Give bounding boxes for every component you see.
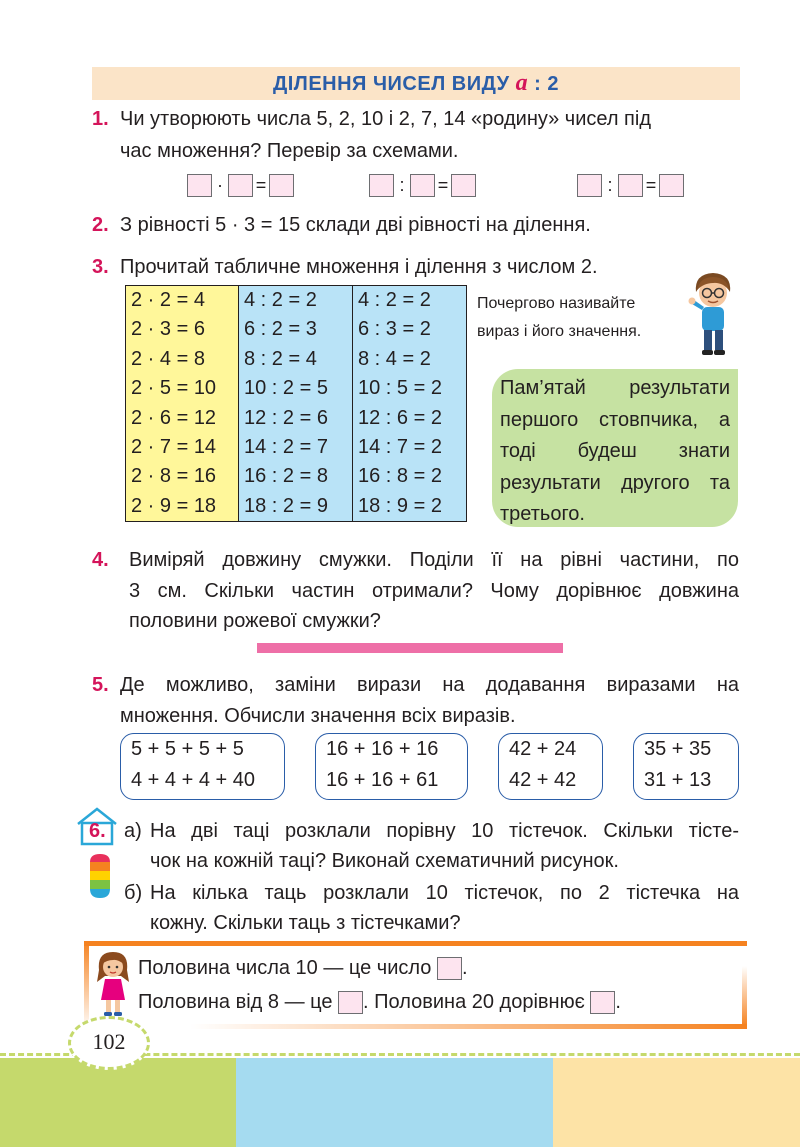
table-column-multiplication [126,286,239,522]
task-6b-line-2: кожну. Скільки таць з тістечками? [150,912,461,934]
table-column-division-2 [353,286,467,522]
task-4-line-2: 3 см. Скільки частин отримали? Чому дорівнює довжина [129,580,739,602]
table-cell: 8 : 2 = 4 [244,347,317,370]
task-6a-line-1: На дві таці розклали порівну 10 тістечок. Скільки тісте- [150,820,739,842]
title-variable: a [515,70,529,96]
task-5-line-2: множення. Обчисли значення всіх виразів. [120,705,516,727]
table-cell: 16 : 8 = 2 [358,465,442,488]
task-4-number: 4. [92,549,109,571]
table-cell: 2 · 6 = 12 [131,406,217,429]
operator: = [255,175,267,195]
answer-box[interactable] [338,991,363,1014]
halves-line-2 [138,987,621,1017]
footer-green-band [0,1058,236,1147]
table-cell: 14 : 2 = 7 [244,436,328,459]
hint-line-2: вираз і його значення. [477,323,642,340]
footer-orange-band [553,1058,800,1147]
frame-bottom-border [190,1024,747,1029]
boy-illustration-icon [684,268,742,360]
pencil-stack-icon [88,852,112,900]
expression-group-2 [315,733,468,800]
operator: = [437,175,449,195]
operator: : [607,175,613,195]
footer-blue-band [236,1058,553,1147]
title-suffix: : 2 [534,73,560,95]
halves-text: . Половина 20 дорівнює [363,991,585,1013]
halves-text: Половина числа 10 — це число [138,957,432,979]
period: . [615,991,621,1013]
task-2-text: З рівності 5 · 3 = 15 склади дві рівності на ділення. [120,214,591,236]
expression: 16 + 16 + 61 [326,769,439,791]
task-3-text: Прочитай табличне множення і ділення з числом 2. [120,256,598,278]
table-cell: 12 : 2 = 6 [244,406,328,429]
task-2-number: 2. [92,214,109,236]
table-column-division-1 [239,286,353,522]
pink-strip [257,643,563,653]
answer-box[interactable] [618,174,643,197]
task-5-line-1: Де можливо, заміни вирази на додавання виразами на [120,674,739,696]
table-cell: 6 : 3 = 2 [358,318,431,341]
table-cell: 12 : 6 = 2 [358,406,442,429]
task-6-number: 6. [89,820,106,842]
expression-group-3 [498,733,603,800]
bubble-line: тоді будеш знати [500,440,730,462]
table-cell: 16 : 2 = 8 [244,465,328,488]
scheme-2 [369,174,476,197]
bubble-line: першого стовпчика, а [500,408,730,431]
task-5-number: 5. [92,674,109,696]
reminder-speech-bubble [492,369,738,527]
table-cell: 2 · 8 = 16 [131,465,217,488]
section-title-bar [92,67,740,100]
multiplication-table [125,285,467,522]
frame-top-border [84,941,747,946]
answer-box[interactable] [659,174,684,197]
halves-text: Половина від 8 — це [138,991,333,1013]
table-cell: 4 : 2 = 2 [244,289,317,311]
table-cell: 18 : 2 = 9 [244,494,328,517]
bubble-line: Пам’ятай результати [500,377,730,399]
table-cell: 8 : 4 = 2 [358,347,431,370]
hint-line-1: Почергово називайте [477,295,636,312]
task-4-line-3: половини рожевої смужки? [129,610,381,632]
bubble-line: результати другого та [500,471,730,494]
table-cell: 14 : 7 = 2 [358,436,442,459]
task-6a-line-2: чок на кожній таці? Виконай схематичний рисунок. [150,850,619,872]
task-4-line-1: Виміряй довжину смужки. Поділи її на рівні частини, по [129,549,739,571]
table-cell: 2 · 7 = 14 [131,436,217,459]
table-cell: 4 : 2 = 2 [358,289,431,311]
table-cell: 6 : 2 = 3 [244,318,317,341]
task-1-number: 1. [92,108,109,130]
title-text: ДІЛЕННЯ ЧИСЕЛ ВИДУ [272,73,510,95]
operator: · [217,175,223,195]
expression: 31 + 13 [644,769,712,791]
bubble-line: третього. [500,503,585,525]
table-cell: 2 · 9 = 18 [131,494,217,517]
task-6b-label: б) [124,882,143,904]
table-cell: 2 · 3 = 6 [131,318,205,341]
expression: 35 + 35 [644,738,712,760]
table-cell: 18 : 9 = 2 [358,494,442,517]
answer-box[interactable] [369,174,394,197]
answer-box[interactable] [590,991,615,1014]
expression-group-1 [120,733,285,800]
expression: 42 + 24 [509,738,577,760]
page-number: 102 [92,1029,126,1054]
page-number-badge [68,1016,150,1070]
table-cell: 10 : 2 = 5 [244,377,328,400]
operator: = [645,175,657,195]
answer-box[interactable] [269,174,294,197]
task-6a-label: а) [124,820,142,842]
task-3-number: 3. [92,256,109,278]
expression: 4 + 4 + 4 + 40 [131,769,255,791]
girl-illustration-icon [93,950,133,1018]
table-cell: 10 : 5 = 2 [358,377,442,400]
table-cell: 2 · 4 = 8 [131,347,205,370]
task-1-line-2: час множення? Перевір за схемами. [120,140,459,162]
table-cell: 2 · 2 = 4 [131,289,205,311]
answer-box[interactable] [577,174,602,197]
task-6b-line-1: На кілька таць розклали 10 тістечок, по 2 тістечка на [150,882,739,904]
answer-box[interactable] [187,174,212,197]
period: . [461,957,468,979]
answer-box[interactable] [228,174,253,197]
scheme-1 [187,174,294,197]
frame-right-border [742,966,747,1026]
answer-box[interactable] [437,957,462,980]
task-1-line-1: Чи утворюють числа 5, 2, 10 і 2, 7, 14 «родину» чисел під [120,108,651,130]
table-cell: 2 · 5 = 10 [131,377,217,400]
expression-group-4 [633,733,739,800]
frame-left-border [84,941,89,1031]
table-hint [477,290,641,346]
expression: 5 + 5 + 5 + 5 [131,738,244,760]
expression: 42 + 42 [509,769,577,791]
halves-line-1 [138,953,468,983]
answer-box[interactable] [410,174,435,197]
section-title [92,70,740,97]
expression: 16 + 16 + 16 [326,738,439,760]
operator: : [399,175,405,195]
scheme-3 [577,174,684,197]
answer-box[interactable] [451,174,476,197]
